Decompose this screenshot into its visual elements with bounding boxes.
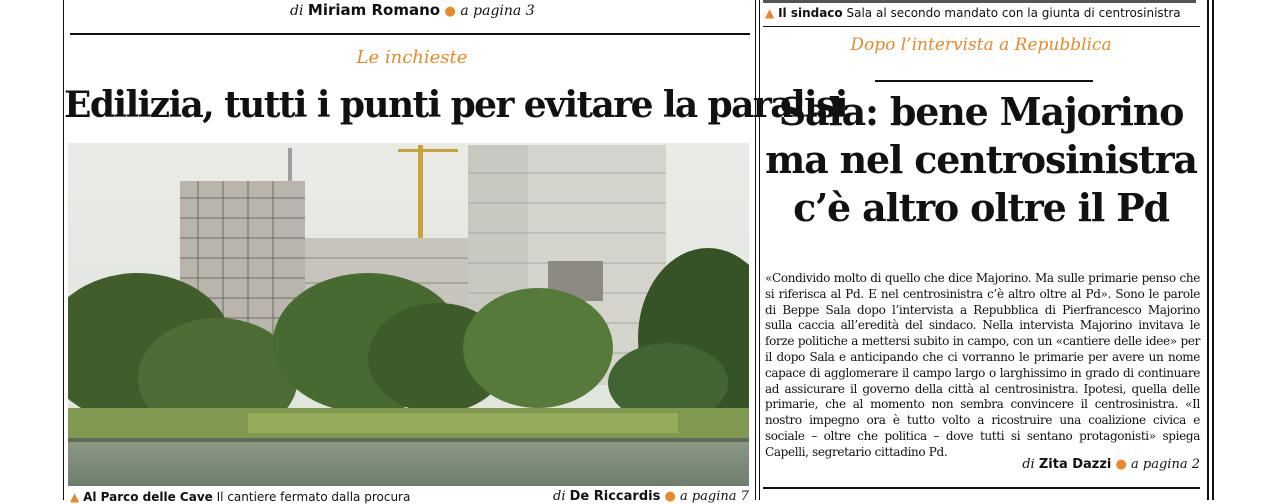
section-top-rule xyxy=(70,33,750,35)
right-caption-rule xyxy=(763,26,1200,27)
left-photo-caption xyxy=(70,490,410,504)
orange-dot-icon: ● xyxy=(444,4,456,19)
column-divider-rule-2 xyxy=(759,0,760,500)
right-byline-author: Zita Dazzi xyxy=(1038,457,1112,472)
left-outer-rule xyxy=(63,0,64,500)
right-kicker-rule xyxy=(875,80,1093,82)
right-headline-line-1: Sala: bene Majorino xyxy=(778,89,1184,134)
orange-triangle-icon: ▲ xyxy=(765,6,775,20)
orange-triangle-icon: ▲ xyxy=(70,490,80,504)
right-outer-rule-2 xyxy=(1212,0,1214,500)
right-byline-prefix: di xyxy=(1022,457,1035,472)
right-byline-page: a pagina 2 xyxy=(1131,457,1200,472)
left-byline-prefix: di xyxy=(553,489,566,504)
right-kicker: Dopo l’intervista a Repubblica xyxy=(850,35,1112,55)
orange-dot-icon: ● xyxy=(1115,457,1127,472)
top-byline-author: Miriam Romano xyxy=(307,1,441,19)
construction-site-photo xyxy=(68,143,749,486)
left-caption-label: Al Parco delle Cave xyxy=(83,490,213,504)
left-byline xyxy=(553,489,749,504)
left-kicker: Le inchieste xyxy=(356,47,468,68)
right-bottom-rule xyxy=(763,487,1200,489)
right-caption-label: Il sindaco xyxy=(778,6,843,20)
right-byline xyxy=(1022,457,1200,472)
right-headline-line-2: ma nel centrosinistra xyxy=(765,137,1197,182)
left-headline: Edilizia, tutti i punti per evitare la paralisi xyxy=(64,84,847,126)
column-divider-rule xyxy=(755,0,756,500)
right-headline xyxy=(758,88,1204,232)
right-outer-rule xyxy=(1207,0,1209,500)
left-byline-page: a pagina 7 xyxy=(679,489,749,504)
top-photo-strip xyxy=(763,0,1196,3)
top-byline-prefix: di xyxy=(290,3,304,19)
left-byline-author: De Riccardis xyxy=(569,489,661,504)
right-caption-text: Sala al secondo mandato con la giunta di centrosinistra xyxy=(846,6,1181,20)
top-byline-page: a pagina 3 xyxy=(460,3,535,19)
orange-dot-icon: ● xyxy=(664,489,676,504)
right-article-body: «Condivido molto di quello che dice Majorino. Ma sulle primarie penso che si riferisca al Pd. E nel centrosinistra c’è altro oltre al Pd». Sono le parole di Beppe Sala dopo l’intervista a Repubblica di Pierfrancesco Majorino sulla caccia all’eredità del sindaco. Nella intervista Majorino invitava le forze politiche a mettersi subito in campo, con un «cantiere delle idee» per il dopo Sala e anticipando che ci vorranno le primarie per avere un nome capace di agglomerare il campo largo o larghissimo in grado di continuare ad assicurare il governo della città al centrosinistra. Ipotesi, quella delle primarie, che al momento non sembra convincere il centrosinistra. «Il nostro impegno ora è tutto volto a ricostruire una coalizione civica e sociale – oltre che politica – dove tutti si sentano protagonisti» spiega Capelli, segretario cittadino Pd. xyxy=(765,271,1200,459)
left-caption-text: Il cantiere fermato dalla procura xyxy=(216,490,411,504)
top-byline xyxy=(290,1,535,19)
right-headline-line-3: c’è altro oltre il Pd xyxy=(793,185,1169,230)
right-top-caption xyxy=(765,6,1181,20)
